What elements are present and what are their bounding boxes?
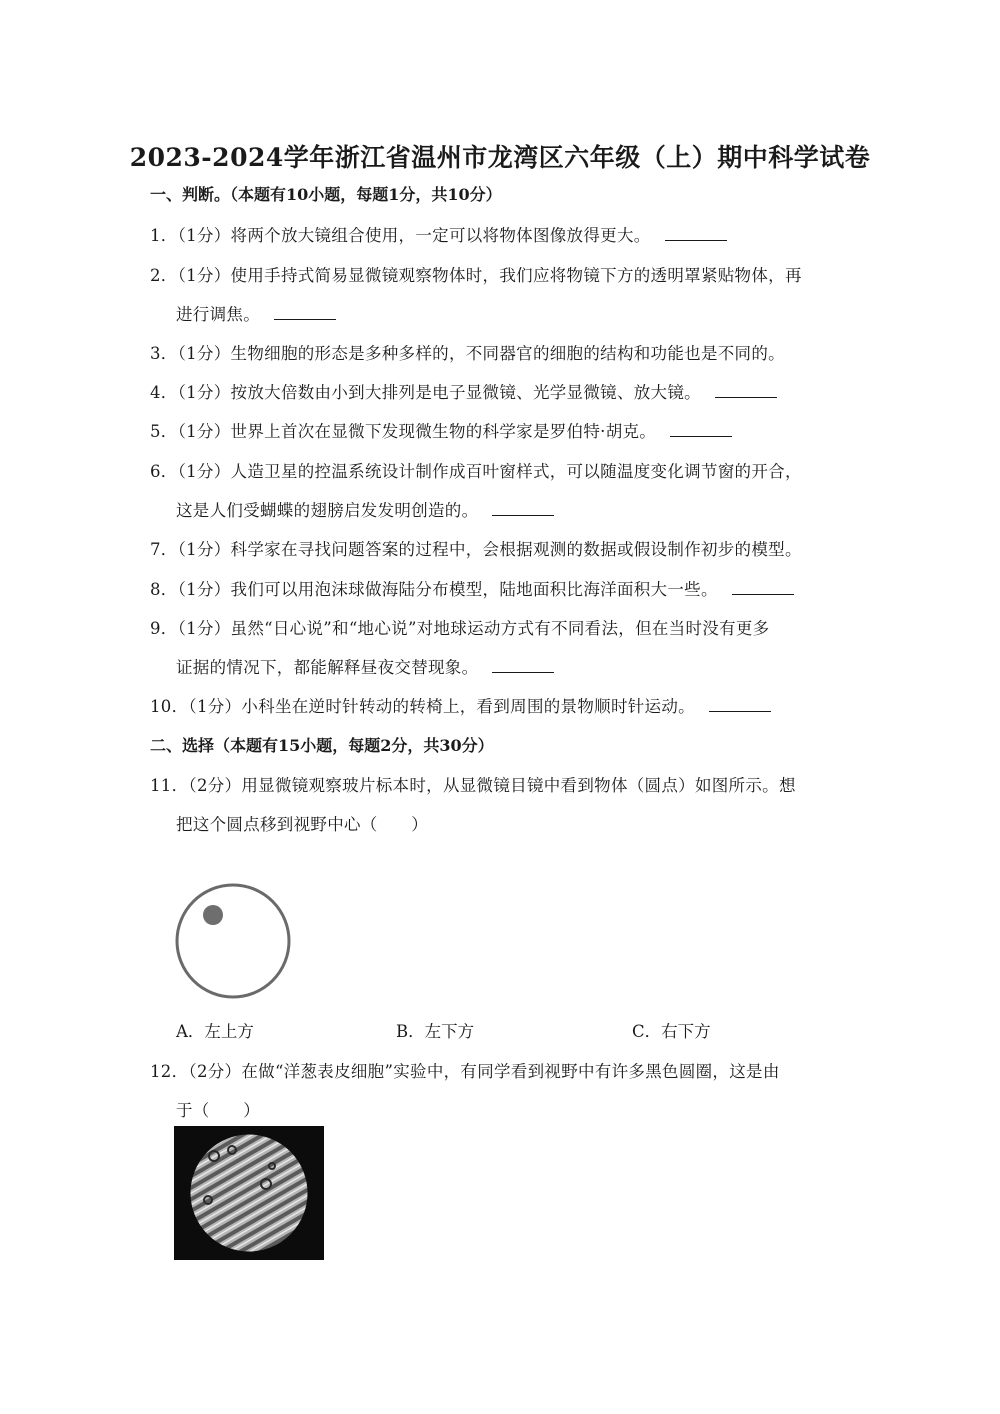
question-2-line-1 xyxy=(150,262,802,286)
question-text: 7．（1分）科学家在寻找问题答案的过程中，会根据观测的数据或假设制作初步的模型。 xyxy=(150,540,802,559)
option-b[interactable]: B．左下方 xyxy=(396,1022,475,1041)
answer-blank xyxy=(665,239,727,241)
question-5 xyxy=(150,418,732,442)
microscope-view-figure xyxy=(170,880,300,1005)
option-c[interactable]: C．右下方 xyxy=(632,1022,711,1041)
answer-blank xyxy=(715,396,777,398)
answer-blank xyxy=(709,710,771,712)
question-8 xyxy=(150,576,794,600)
question-text: 于（ ） xyxy=(176,1101,260,1120)
answer-blank xyxy=(732,593,794,595)
field-of-view-circle xyxy=(177,885,289,997)
question-text: 12．（2分）在做“洋葱表皮细胞”实验中，有同学看到视野中有许多黑色圆圈，这是由 xyxy=(150,1062,780,1081)
question-text: 把这个圆点移到视野中心（ ） xyxy=(176,815,428,834)
question-text: 进行调焦。 xyxy=(176,305,260,324)
question-text: 5．（1分）世界上首次在显微下发现微生物的科学家是罗伯特·胡克。 xyxy=(150,422,657,441)
question-12-line-1 xyxy=(150,1058,780,1082)
q11-options xyxy=(0,1018,1000,1042)
question-text: 11．（2分）用显微镜观察玻片标本时，从显微镜目镜中看到物体（圆点）如图所示。想 xyxy=(150,776,796,795)
question-text: 3．（1分）生物细胞的形态是多种多样的，不同器官的细胞的结构和功能也是不同的。 xyxy=(150,344,785,363)
question-4 xyxy=(150,379,777,403)
section-heading-choice: 二、选择（本题有15小题，每题2分，共30分） xyxy=(150,736,494,755)
question-text: 6．（1分）人造卫星的控温系统设计制作成百叶窗样式，可以随温度变化调节窗的开合， xyxy=(150,462,802,481)
question-text: 证据的情况下，都能解释昼夜交替现象。 xyxy=(176,658,479,677)
question-10 xyxy=(150,693,771,717)
question-1 xyxy=(150,222,727,246)
question-text: 9．（1分）虽然“日心说”和“地心说”对地球运动方式有不同看法，但在当时没有更多 xyxy=(150,619,770,638)
question-text: 8．（1分）我们可以用泡沫球做海陆分布模型，陆地面积比海洋面积大一些。 xyxy=(150,580,718,599)
question-9-line-2 xyxy=(176,654,554,678)
question-11-line-1 xyxy=(150,772,796,796)
question-text: 1．（1分）将两个放大镜组合使用，一定可以将物体图像放得更大。 xyxy=(150,226,651,245)
question-text: 10．（1分）小科坐在逆时针转动的转椅上，看到周围的景物顺时针运动。 xyxy=(150,697,695,716)
answer-blank xyxy=(492,514,554,516)
question-text: 4．（1分）按放大倍数由小到大排列是电子显微镜、光学显微镜、放大镜。 xyxy=(150,383,701,402)
question-6-line-1 xyxy=(150,458,802,482)
option-a[interactable]: A．左上方 xyxy=(176,1022,254,1041)
question-6-line-2 xyxy=(176,497,554,521)
page-title: 2023-2024学年浙江省温州市龙湾区六年级（上）期中科学试卷 xyxy=(129,143,871,172)
onion-cell-micrograph xyxy=(174,1126,324,1260)
answer-blank xyxy=(274,318,336,320)
question-11-line-2 xyxy=(176,811,428,835)
question-12-line-2 xyxy=(176,1097,260,1121)
section-heading-judgment: 一、判断。（本题有10小题，每题1分，共10分） xyxy=(150,185,502,204)
question-7 xyxy=(150,536,802,560)
question-text: 2．（1分）使用手持式简易显微镜观察物体时，我们应将物镜下方的透明罩紧贴物体，再 xyxy=(150,266,802,285)
question-3 xyxy=(150,340,785,364)
answer-blank xyxy=(492,671,554,673)
question-9-line-1 xyxy=(150,615,770,639)
question-text: 这是人们受蝴蝶的翅膀启发发明创造的。 xyxy=(176,501,479,520)
object-dot xyxy=(203,905,223,925)
question-2-line-2 xyxy=(176,301,336,325)
answer-blank xyxy=(670,435,732,437)
